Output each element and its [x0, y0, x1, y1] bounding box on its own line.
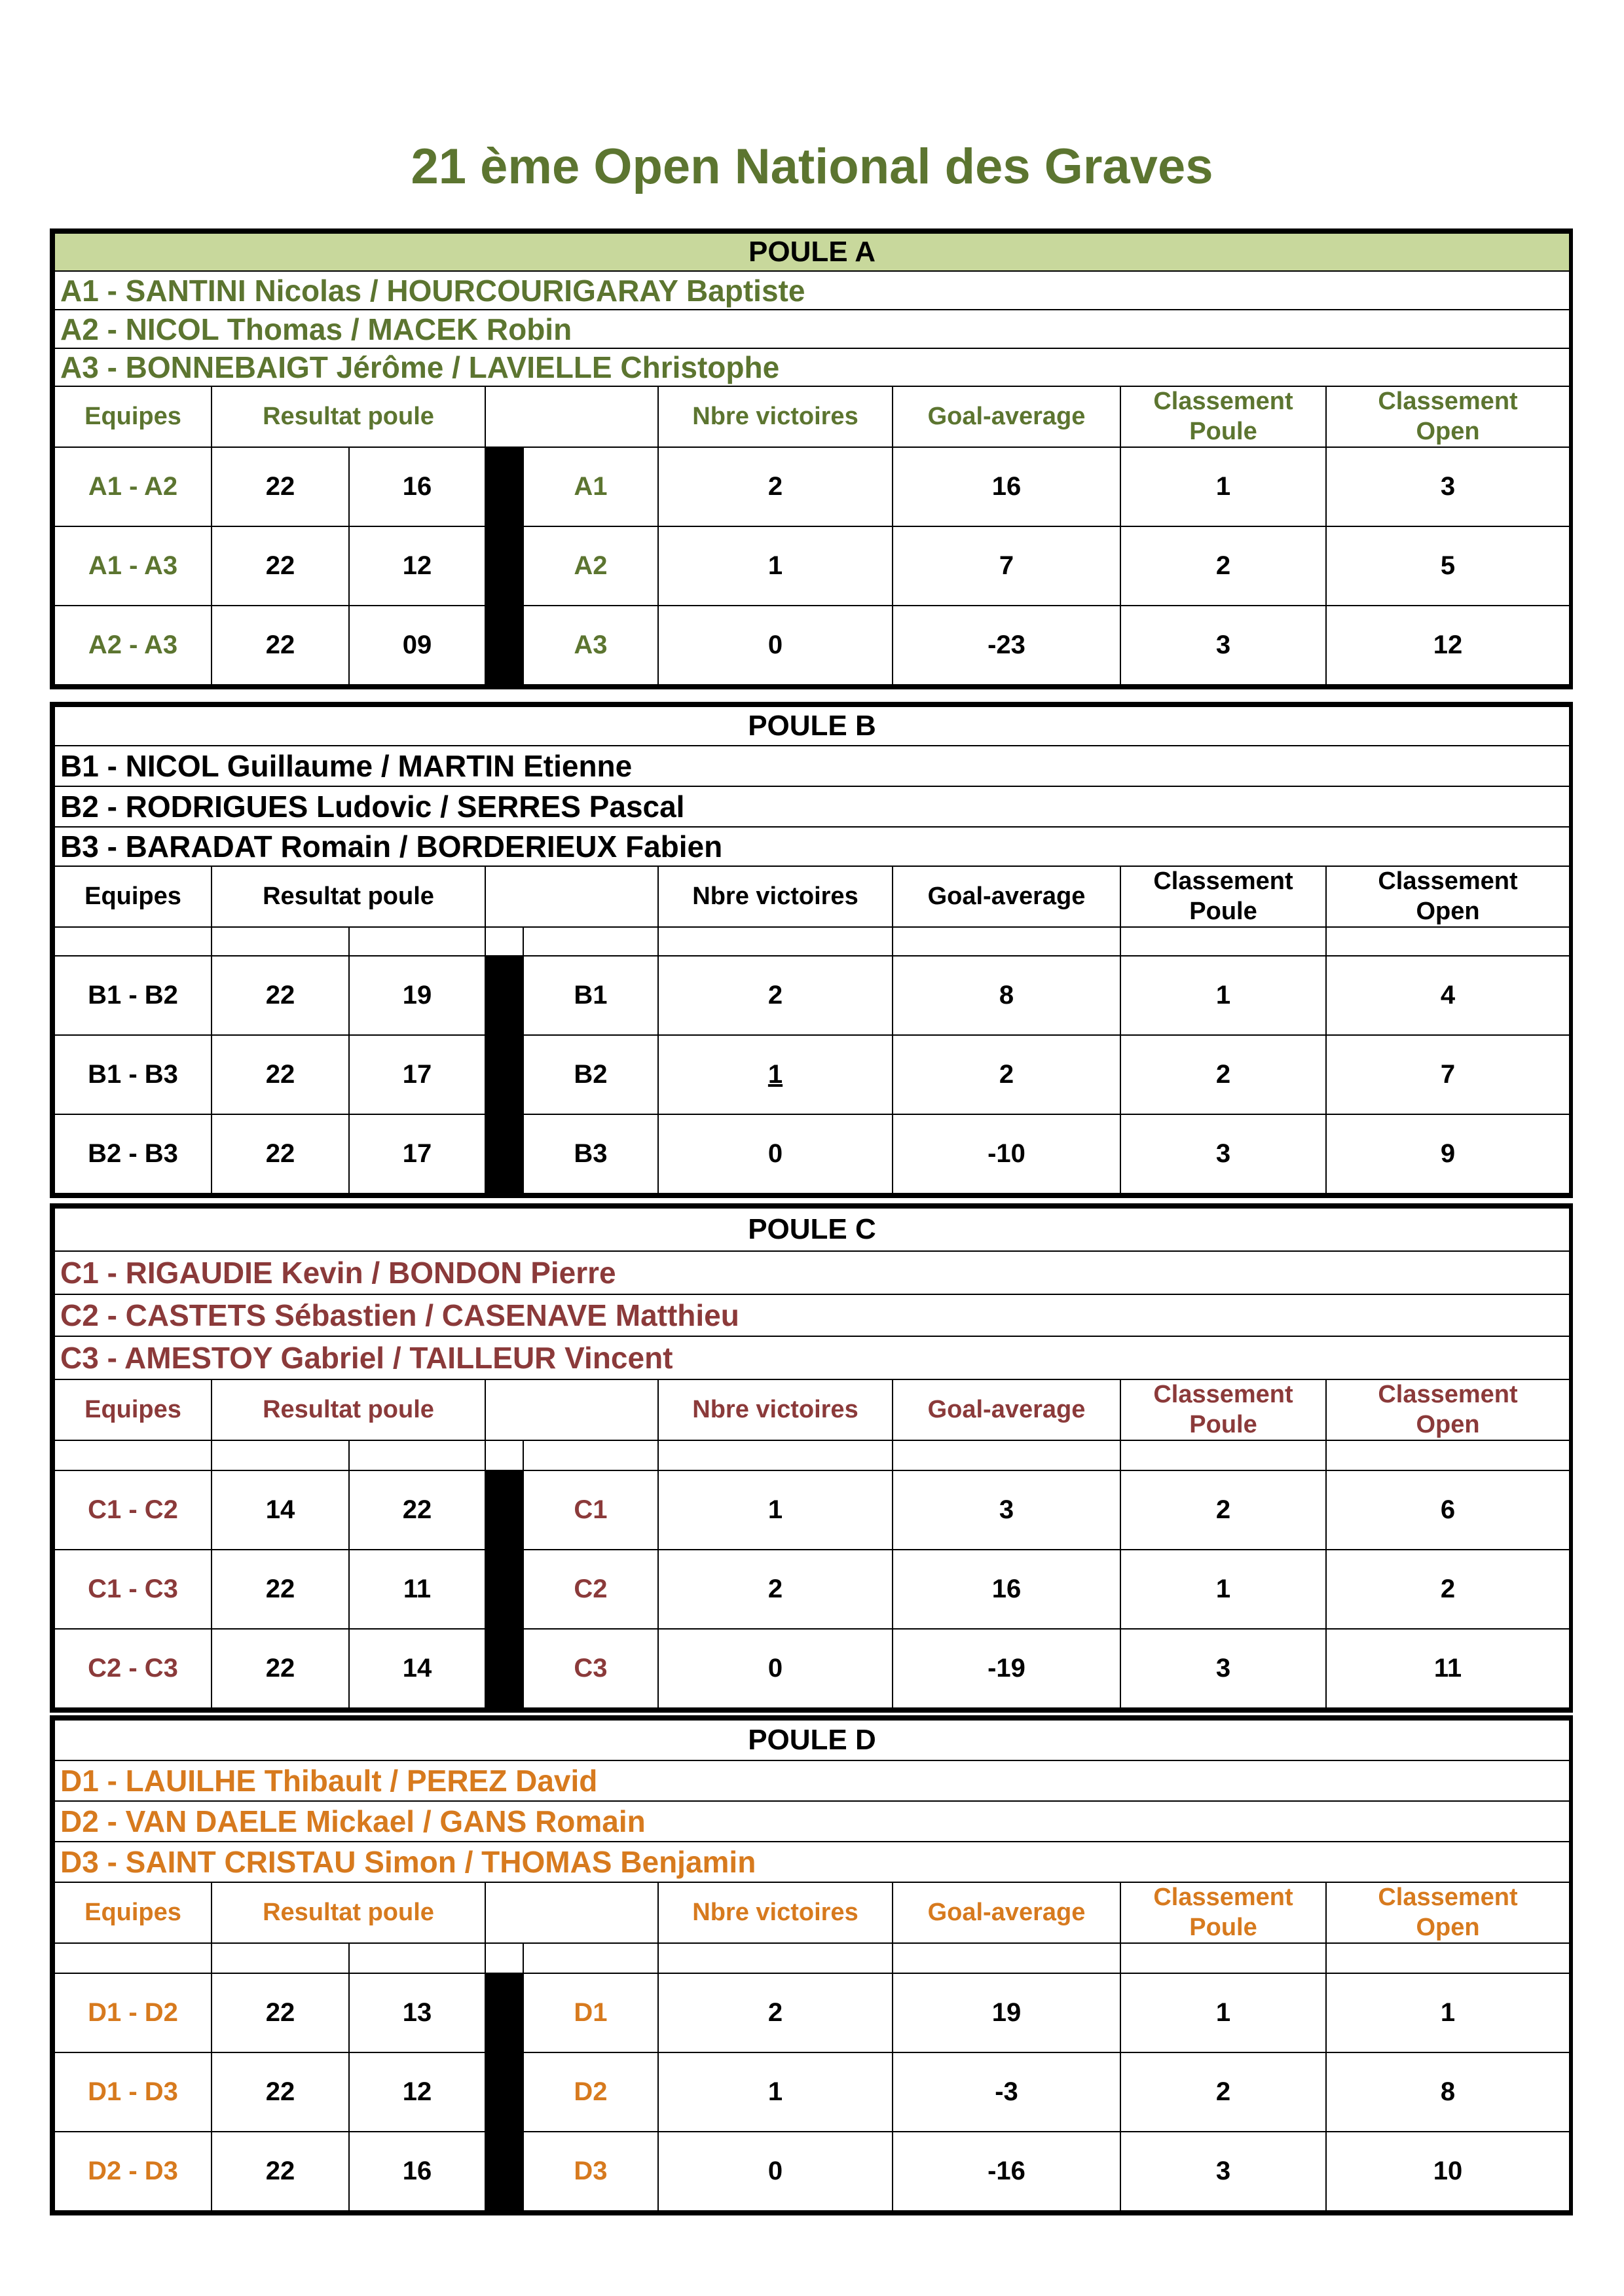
classement-open: 3 [1326, 447, 1570, 526]
poule-title: POULE A [54, 233, 1570, 271]
table-row [54, 1470, 1570, 1550]
victoires: 2 [658, 1973, 893, 2052]
victoires: 1 [658, 1035, 893, 1114]
col-classement-open [1326, 386, 1570, 447]
victoires: 0 [658, 2132, 893, 2211]
separator [485, 447, 523, 526]
table-row [54, 1035, 1570, 1114]
victoires: 0 [658, 1114, 893, 1194]
classement-open: 7 [1326, 1035, 1570, 1114]
goal-average: 16 [893, 1550, 1120, 1629]
match-pair: B1 - B3 [54, 1035, 212, 1114]
classement-poule: 2 [1120, 2052, 1326, 2132]
blank-row [54, 1440, 1570, 1470]
col-resultat: Resultat poule [212, 1882, 485, 1943]
score-2: 13 [349, 1973, 485, 2052]
team-code: C1 [523, 1470, 658, 1550]
score-1: 22 [212, 2132, 349, 2211]
col-classement-poule [1120, 866, 1326, 927]
classement-open: 8 [1326, 2052, 1570, 2132]
col-equipes: Equipes [54, 386, 212, 447]
col-label: Classement [1378, 867, 1518, 895]
col-label: Open [1416, 897, 1480, 925]
score-1: 22 [212, 956, 349, 1035]
score-2: 14 [349, 1629, 485, 1708]
col-label: Open [1416, 1410, 1480, 1438]
team-entry: C1 - RIGAUDIE Kevin / BONDON Pierre [54, 1251, 1570, 1294]
team-code: D2 [523, 2052, 658, 2132]
separator [485, 1550, 523, 1629]
col-victoires: Nbre victoires [658, 866, 893, 927]
classement-open: 6 [1326, 1470, 1570, 1550]
classement-open: 5 [1326, 526, 1570, 606]
blank-row [54, 927, 1570, 956]
team-code: B2 [523, 1035, 658, 1114]
match-pair: C1 - C3 [54, 1550, 212, 1629]
score-2: 12 [349, 2052, 485, 2132]
col-classement-open [1326, 1882, 1570, 1943]
score-1: 22 [212, 526, 349, 606]
victoires: 0 [658, 606, 893, 685]
col-label: Classement [1153, 1884, 1293, 1911]
col-goal: Goal-average [893, 1379, 1120, 1440]
score-1: 22 [212, 606, 349, 685]
classement-open: 10 [1326, 2132, 1570, 2211]
poule-b-table [50, 702, 1573, 1198]
team-code: A3 [523, 606, 658, 685]
col-resultat: Resultat poule [212, 866, 485, 927]
goal-average: -19 [893, 1629, 1120, 1708]
table-row [54, 2052, 1570, 2132]
team-entry: D3 - SAINT CRISTAU Simon / THOMAS Benjamin [54, 1842, 1570, 1882]
col-label: Poule [1189, 897, 1257, 925]
classement-poule: 1 [1120, 1550, 1326, 1629]
separator [485, 1629, 523, 1708]
score-2: 09 [349, 606, 485, 685]
victoires: 1 [658, 1470, 893, 1550]
victoires: 2 [658, 1550, 893, 1629]
team-entry: A2 - NICOL Thomas / MACEK Robin [54, 310, 1570, 348]
team-entry: B1 - NICOL Guillaume / MARTIN Etienne [54, 746, 1570, 786]
team-entry: D1 - LAUILHE Thibault / PEREZ David [54, 1760, 1570, 1801]
classement-poule: 2 [1120, 1470, 1326, 1550]
score-2: 12 [349, 526, 485, 606]
separator [485, 606, 523, 685]
score-2: 16 [349, 447, 485, 526]
col-label: Poule [1189, 1913, 1257, 1941]
match-pair: B2 - B3 [54, 1114, 212, 1194]
col-resultat: Resultat poule [212, 1379, 485, 1440]
table-row [54, 526, 1570, 606]
match-pair: D1 - D3 [54, 2052, 212, 2132]
col-spacer [485, 866, 658, 927]
col-victoires: Nbre victoires [658, 1882, 893, 1943]
team-entry: A1 - SANTINI Nicolas / HOURCOURIGARAY Baptiste [54, 271, 1570, 310]
page-title: 21 ème Open National des Graves [411, 139, 1213, 194]
separator [485, 1035, 523, 1114]
classement-poule: 3 [1120, 606, 1326, 685]
col-classement-poule [1120, 1882, 1326, 1943]
classement-open: 12 [1326, 606, 1570, 685]
classement-open: 2 [1326, 1550, 1570, 1629]
score-1: 22 [212, 1629, 349, 1708]
match-pair: A1 - A3 [54, 526, 212, 606]
team-code: D1 [523, 1973, 658, 2052]
col-victoires: Nbre victoires [658, 1379, 893, 1440]
score-2: 17 [349, 1114, 485, 1194]
match-pair: C1 - C2 [54, 1470, 212, 1550]
score-2: 19 [349, 956, 485, 1035]
classement-open: 1 [1326, 1973, 1570, 2052]
separator [485, 1470, 523, 1550]
goal-average: -3 [893, 2052, 1120, 2132]
match-pair: C2 - C3 [54, 1629, 212, 1708]
col-spacer [485, 386, 658, 447]
separator [485, 2132, 523, 2211]
score-1: 22 [212, 1550, 349, 1629]
classement-open: 4 [1326, 956, 1570, 1035]
col-classement-open [1326, 1379, 1570, 1440]
table-row [54, 1973, 1570, 2052]
col-spacer [485, 1379, 658, 1440]
poule-a-table [50, 228, 1573, 689]
classement-poule: 2 [1120, 526, 1326, 606]
victoires: 0 [658, 1629, 893, 1708]
score-2: 22 [349, 1470, 485, 1550]
col-label: Poule [1189, 417, 1257, 445]
match-pair: A2 - A3 [54, 606, 212, 685]
poule-title: POULE C [54, 1208, 1570, 1251]
col-label: Classement [1378, 1381, 1518, 1408]
victoires: 2 [658, 956, 893, 1035]
separator [485, 526, 523, 606]
score-1: 14 [212, 1470, 349, 1550]
team-entry: D2 - VAN DAELE Mickael / GANS Romain [54, 1801, 1570, 1842]
score-1: 22 [212, 1035, 349, 1114]
col-equipes: Equipes [54, 866, 212, 927]
col-goal: Goal-average [893, 386, 1120, 447]
table-row [54, 1114, 1570, 1194]
goal-average: -23 [893, 606, 1120, 685]
team-entry: B3 - BARADAT Romain / BORDERIEUX Fabien [54, 827, 1570, 866]
goal-average: 7 [893, 526, 1120, 606]
col-equipes: Equipes [54, 1882, 212, 1943]
col-label: Classement [1153, 867, 1293, 895]
blank-row [54, 1943, 1570, 1973]
team-code: A1 [523, 447, 658, 526]
team-code: D3 [523, 2132, 658, 2211]
table-row [54, 606, 1570, 685]
poule-title: POULE B [54, 706, 1570, 746]
separator [485, 1114, 523, 1194]
col-label: Classement [1153, 388, 1293, 415]
table-row [54, 447, 1570, 526]
team-entry: B2 - RODRIGUES Ludovic / SERRES Pascal [54, 786, 1570, 827]
table-row [54, 1629, 1570, 1708]
classement-poule: 1 [1120, 447, 1326, 526]
classement-poule: 3 [1120, 1114, 1326, 1194]
col-classement-open [1326, 866, 1570, 927]
team-code: B3 [523, 1114, 658, 1194]
team-code: C3 [523, 1629, 658, 1708]
goal-average: -10 [893, 1114, 1120, 1194]
separator [485, 956, 523, 1035]
goal-average: 8 [893, 956, 1120, 1035]
team-code: A2 [523, 526, 658, 606]
goal-average: -16 [893, 2132, 1120, 2211]
classement-open: 11 [1326, 1629, 1570, 1708]
victoires: 1 [658, 526, 893, 606]
col-label: Poule [1189, 1410, 1257, 1438]
classement-poule: 1 [1120, 1973, 1326, 2052]
table-row [54, 956, 1570, 1035]
team-entry: C2 - CASTETS Sébastien / CASENAVE Matthieu [54, 1294, 1570, 1336]
score-1: 22 [212, 447, 349, 526]
col-label: Open [1416, 1913, 1480, 1941]
goal-average: 16 [893, 447, 1120, 526]
match-pair: D1 - D2 [54, 1973, 212, 2052]
table-row [54, 1550, 1570, 1629]
col-label: Classement [1378, 1884, 1518, 1911]
col-equipes: Equipes [54, 1379, 212, 1440]
classement-poule: 3 [1120, 2132, 1326, 2211]
score-1: 22 [212, 1114, 349, 1194]
poule-d-table [50, 1715, 1573, 2215]
score-1: 22 [212, 2052, 349, 2132]
score-2: 16 [349, 2132, 485, 2211]
classement-open: 9 [1326, 1114, 1570, 1194]
col-label: Open [1416, 417, 1480, 445]
victoires: 1 [658, 2052, 893, 2132]
team-entry: C3 - AMESTOY Gabriel / TAILLEUR Vincent [54, 1336, 1570, 1379]
col-goal: Goal-average [893, 1882, 1120, 1943]
classement-poule: 2 [1120, 1035, 1326, 1114]
team-entry: A3 - BONNEBAIGT Jérôme / LAVIELLE Christophe [54, 348, 1570, 386]
col-classement-poule [1120, 1379, 1326, 1440]
table-row [54, 2132, 1570, 2211]
match-pair: B1 - B2 [54, 956, 212, 1035]
col-classement-poule [1120, 386, 1326, 447]
poule-title: POULE D [54, 1720, 1570, 1760]
classement-poule: 3 [1120, 1629, 1326, 1708]
victoires: 2 [658, 447, 893, 526]
col-goal: Goal-average [893, 866, 1120, 927]
classement-poule: 1 [1120, 956, 1326, 1035]
goal-average: 3 [893, 1470, 1120, 1550]
score-2: 11 [349, 1550, 485, 1629]
col-spacer [485, 1882, 658, 1943]
poule-c-table [50, 1203, 1573, 1713]
goal-average: 19 [893, 1973, 1120, 2052]
col-resultat: Resultat poule [212, 386, 485, 447]
col-victoires: Nbre victoires [658, 386, 893, 447]
col-label: Classement [1153, 1381, 1293, 1408]
separator [485, 1973, 523, 2052]
team-code: B1 [523, 956, 658, 1035]
team-code: C2 [523, 1550, 658, 1629]
match-pair: D2 - D3 [54, 2132, 212, 2211]
score-1: 22 [212, 1973, 349, 2052]
score-2: 17 [349, 1035, 485, 1114]
separator [485, 2052, 523, 2132]
col-label: Classement [1378, 388, 1518, 415]
match-pair: A1 - A2 [54, 447, 212, 526]
goal-average: 2 [893, 1035, 1120, 1114]
